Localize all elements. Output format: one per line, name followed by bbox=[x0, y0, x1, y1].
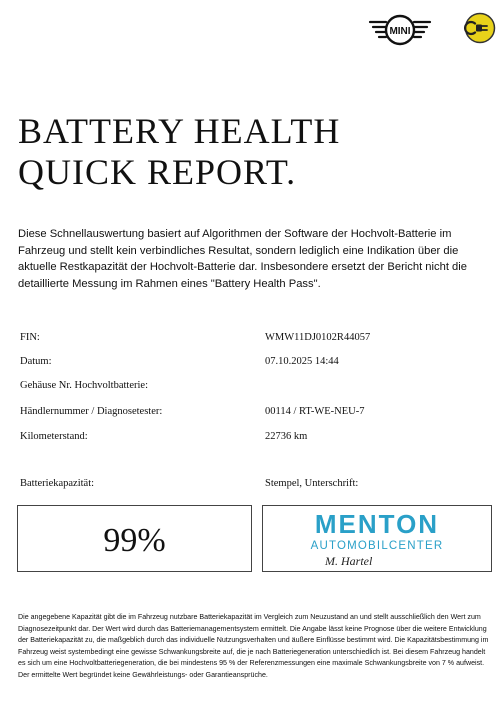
mini-logo-text: MINI bbox=[389, 26, 411, 37]
dealer-number-value: 00114 / RT-WE-NEU-7 bbox=[265, 406, 365, 417]
electric-plug-icon bbox=[464, 12, 496, 44]
report-title-line-1: BATTERY HEALTH bbox=[18, 111, 341, 151]
mileage-label: Kilometerstand: bbox=[20, 431, 88, 442]
fin-label: FIN: bbox=[20, 332, 40, 343]
capacity-label: Batteriekapazität: bbox=[20, 478, 95, 489]
report-title-line-2: QUICK REPORT. bbox=[18, 152, 297, 192]
intro-paragraph: Diese Schnellauswertung basiert auf Algorithmen der Software der Hochvolt-Batterie im Fahrzeug und stellt kein verbindliches Resultat, sondern lediglich eine Indikation über die aktuelle Restkapazität der Hochvolt-Batterie dar. Insbesondere ersetzt der Bericht nicht die detaillierte Messung im Rahmen eines "Battery Health Pass". bbox=[18, 228, 467, 290]
stamp-label: Stempel, Unterschrift: bbox=[265, 478, 359, 489]
battery-housing-label: Gehäuse Nr. Hochvoltbatterie: bbox=[20, 380, 148, 391]
fin-value: WMW11DJ0102R44057 bbox=[265, 332, 371, 343]
signature: M. Hartel bbox=[325, 554, 373, 568]
date-value: 07.10.2025 14:44 bbox=[265, 356, 339, 367]
mini-logo bbox=[368, 10, 432, 50]
date-label: Datum: bbox=[20, 356, 52, 367]
stamp-box bbox=[262, 505, 492, 572]
dealer-stamp-name: MENTON bbox=[314, 509, 440, 539]
dealer-stamp-subtitle: AUTOMOBILCENTER bbox=[310, 540, 444, 552]
mileage-value: 22736 km bbox=[265, 431, 308, 442]
capacity-value: 99% bbox=[103, 522, 166, 559]
dealer-number-label: Händlernummer / Diagnosetester: bbox=[20, 406, 163, 417]
disclaimer-footnote: Die angegebene Kapazität gibt die im Fahrzeug nutzbare Batteriekapazität im Vergleich zum Neuzustand an und stellt ausschließlich den Wert zum Diagnosezeitpunkt dar. Der Wert wird durch das Batteriemanagementsystem ermittelt. Die Angabe lässt keine Prognose über die weitere Entwicklung der Batteriekapazität zu, die maßgeblich durch das individuelle Nutzungsverhalten und äußere Einflüsse bestimmt wird. Die Kapazitätsbestimmung im Fahrzeug weist systembedingt eine gewisse Schwankungsbreite auf, die je nach Batteriegeneration unterschiedlich ist. Bei diesem Fahrzeug handelt es sich um eine Hochvoltbatteriegeneration, die bei mindestens 95 % der Referenzmessungen eine maximale Schwankungsbreite von 7 % aufweist. Der ermittelte Wert begründet keine Gewährleistungs- oder Garantieansprüche. bbox=[18, 613, 489, 679]
capacity-box bbox=[17, 505, 252, 572]
